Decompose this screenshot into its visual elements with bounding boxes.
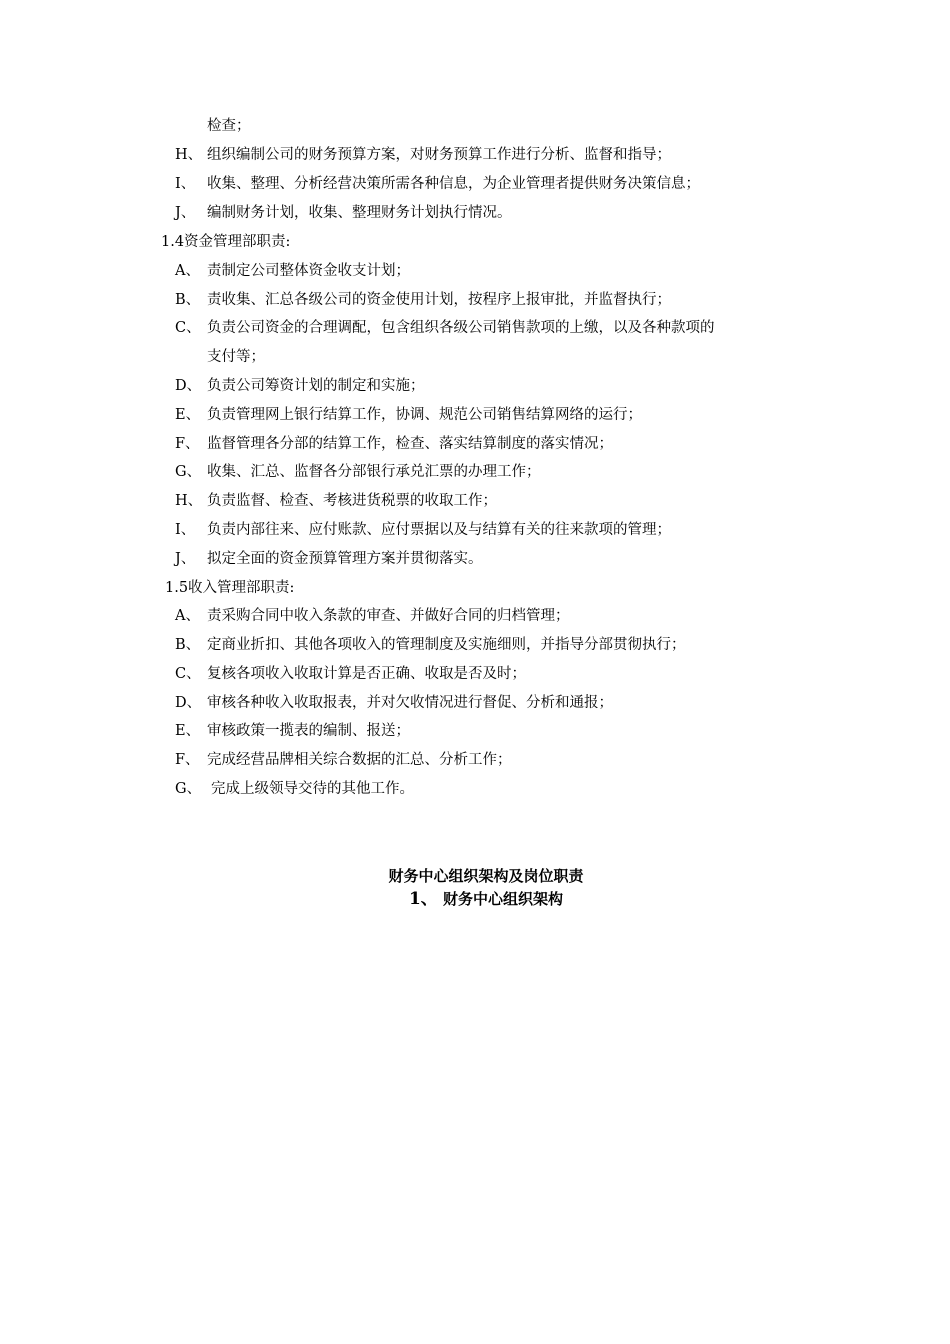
section-heading-1-5: [165, 578, 294, 598]
item-text: 检查；: [207, 118, 251, 134]
section-heading-1-4: [161, 232, 290, 252]
item-letter: A、: [175, 608, 200, 624]
list-item: [175, 318, 715, 338]
item-text: 组织编制公司的财务预算方案，对财务预算工作进行分析、监督和指导；: [207, 147, 671, 163]
list-item: [175, 664, 526, 684]
list-item-continuation: [207, 116, 251, 136]
list-item: [175, 779, 414, 799]
item-text: 监督管理各分部的结算工作，检查、落实结算制度的落实情况；: [207, 436, 613, 452]
list-item: [175, 491, 497, 511]
list-item: [175, 145, 671, 165]
item-text: 支付等；: [207, 349, 265, 365]
list-item: [175, 261, 410, 281]
item-letter: D、: [175, 695, 202, 711]
item-letter: E、: [175, 723, 201, 739]
item-text: 负责公司筹资计划的制定和实施；: [207, 378, 425, 394]
item-text: 收集、整理、分析经营决策所需各种信息，为企业管理者提供财务决策信息；: [207, 176, 700, 192]
list-item: [175, 462, 541, 482]
list-item: [175, 434, 613, 454]
list-item: [175, 376, 425, 396]
list-item: [175, 405, 642, 425]
item-letter: G、: [175, 781, 202, 797]
item-letter: J、: [175, 205, 196, 221]
item-letter: I、: [175, 522, 196, 538]
item-text: 负责管理网上银行结算工作，协调、规范公司销售结算网络的运行；: [207, 407, 642, 423]
list-item: [175, 750, 512, 770]
list-item: [175, 203, 512, 223]
item-text: 责制定公司整体资金收支计划；: [207, 263, 410, 279]
item-letter: G、: [175, 464, 202, 480]
item-letter: C、: [175, 666, 201, 682]
item-letter: F、: [175, 436, 200, 452]
item-text: 责采购合同中收入条款的审查、并做好合同的归档管理；: [207, 608, 570, 624]
list-item: [175, 693, 613, 713]
list-item: [175, 520, 671, 540]
item-text: 审核政策一揽表的编制、报送；: [207, 723, 410, 739]
section-heading-text: 1.5收入管理部职责:: [165, 580, 295, 596]
item-letter: H、: [175, 493, 203, 509]
item-letter: J、: [175, 551, 196, 567]
item-text: 负责内部往来、应付账款、应付票据以及与结算有关的往来款项的管理；: [207, 522, 671, 538]
item-text: 拟定全面的资金预算管理方案并贯彻落实。: [207, 551, 483, 567]
section-title: [0, 888, 950, 910]
item-letter: B、: [175, 637, 201, 653]
section-number: 1、: [408, 889, 438, 909]
item-letter: F、: [175, 752, 200, 768]
item-letter: I、: [175, 176, 196, 192]
item-letter: E、: [175, 407, 201, 423]
list-item: [175, 174, 700, 194]
item-text: 负责监督、检查、考核进货税票的收取工作；: [207, 493, 497, 509]
document-title: 财务中心组织架构及岗位职责: [388, 867, 584, 885]
list-item: [175, 549, 483, 569]
item-text: 完成经营品牌相关综合数据的汇总、分析工作；: [207, 752, 512, 768]
item-letter: D、: [175, 378, 202, 394]
item-letter: C、: [175, 320, 201, 336]
section-title-text: 财务中心组织架构: [443, 890, 564, 908]
item-text: 定商业折扣、其他各项收入的管理制度及实施细则，并指导分部贯彻执行；: [207, 637, 686, 653]
item-text: 责收集、汇总各级公司的资金使用计划，按程序上报审批，并监督执行；: [207, 292, 671, 308]
list-item: [175, 290, 671, 310]
item-text: 复核各项收入收取计算是否正确、收取是否及时；: [207, 666, 526, 682]
item-text: 收集、汇总、监督各分部银行承兑汇票的办理工作；: [207, 464, 541, 480]
list-item: [175, 721, 410, 741]
item-text: 完成上级领导交待的其他工作。: [211, 781, 414, 797]
item-letter: B、: [175, 292, 201, 308]
item-text: 编制财务计划，收集、整理财务计划执行情况。: [207, 205, 512, 221]
section-heading-text: 1.4资金管理部职责:: [161, 234, 291, 250]
list-item: [175, 635, 686, 655]
item-text: 审核各种收入收取报表，并对欠收情况进行督促、分析和通报；: [207, 695, 613, 711]
list-item: [175, 606, 570, 626]
item-letter: A、: [175, 263, 200, 279]
item-text: 负责公司资金的合理调配，包含组织各级公司销售款项的上缴，以及各种款项的: [207, 320, 715, 336]
item-letter: H、: [175, 147, 203, 163]
list-item-continuation: [207, 347, 265, 367]
